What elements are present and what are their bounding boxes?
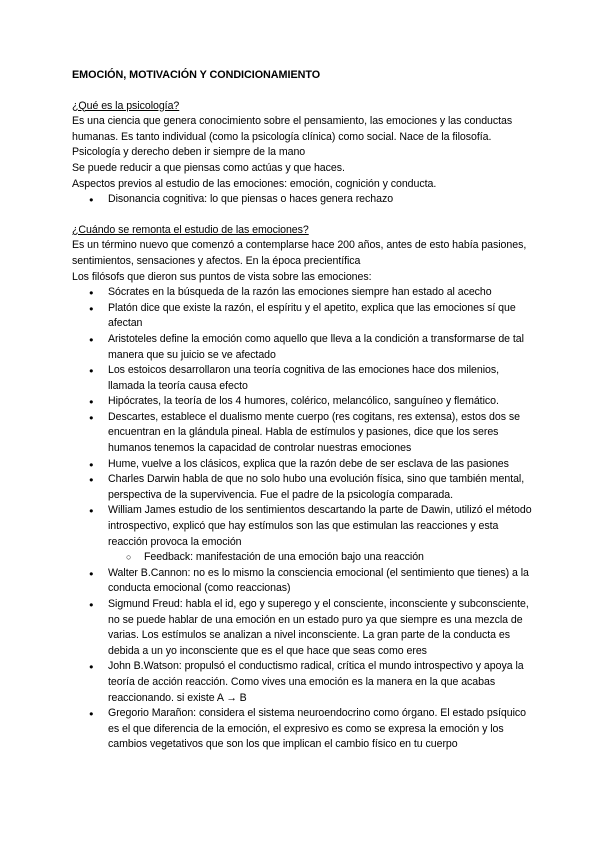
list-item: ● William James estudio de los sentimientos descartando la parte de Dawin, utilizó el método introspectivo, explicó que hay estímulos son las que estimulan las reacciones y esta reacción provoca la emoción: [72, 503, 532, 550]
document-title: EMOCIÓN, MOTIVACIÓN Y CONDICIONAMIENTO: [72, 69, 321, 81]
paragraph: Es una ciencia que genera conocimiento sobre el pensamiento, las emociones y las conductas humanas. Es tanto individual (como la psicología clínica) como social. Nace de la filosofía. Psicología y derecho deben ir siempre de la mano: [72, 115, 513, 159]
section-heading-emotions-history: ¿Cuándo se remonta el estudio de las emociones?: [72, 223, 309, 236]
list-item: ● Aristoteles define la emoción como aquello que lleva a la condición a transformarse de tal manera que su juicio se ve afectado: [72, 332, 532, 363]
list-item: ● Sigmund Freud: habla el id, ego y superego y el consciente, inconsciente y subconsciente, no se puede hablar de una emoción en un estado puro ya que siempre es una mezcla de varias. Los estímulos se analizan a nivel inconsciente. La gran parte de la conducta es debida a un yo inconsciente que es el que hace que seas como eres: [72, 597, 532, 659]
list-item: ● Gregorio Marañon: considera el sistema neuroendocrino como órgano. El estado psíquico es el que diferencia de la emoción, el expresivo es como se expresa la emoción y los cambios vegetativos que son los que implican el cambio físico en tu cuerpo: [72, 706, 532, 753]
list-item: ● Disonancia cognitiva: lo que piensas o haces genera rechazo: [72, 192, 532, 208]
sub-bullet-list: [72, 550, 532, 566]
list-item: ● Sócrates en la búsqueda de la razón las emociones siempre han estado al acecho: [72, 285, 532, 301]
sub-list-item: ○ Feedback: manifestación de una emoción bajo una reacción: [72, 550, 532, 566]
list-item: ● Hipócrates, la teoría de los 4 humores, colérico, melancólico, sanguíneo y flemático.: [72, 394, 532, 410]
list-item: ● John B.Watson: propulsó el conductismo radical, crítica el mundo introspectivo y apoya la teoría de acción reacción. Como vives una emoción es la manera en la que acabas reaccionando. si existe A → B: [72, 659, 532, 706]
document-page: [72, 68, 532, 753]
list-item: ● Platón dice que existe la razón, el espíritu y el apetito, explica que las emociones sí que afectan: [72, 301, 532, 332]
paragraph: Aspectos previos al estudio de las emociones: emoción, cognición y conducta.: [72, 177, 437, 190]
section-heading-psychology: ¿Qué es la psicología?: [72, 99, 180, 112]
list-item: ● Los estoicos desarrollaron una teoría cognitiva de las emociones hace dos milenios, llamada la teoría causa efecto: [72, 363, 532, 394]
list-item: ● Hume, vuelve a los clásicos, explica que la razón debe de ser esclava de las pasiones: [72, 457, 532, 473]
paragraph: Los filósofs que dieron sus puntos de vista sobre las emociones:: [72, 270, 372, 283]
bullet-list: [72, 192, 532, 208]
list-item: ● Descartes, establece el dualismo mente cuerpo (res cogitans, res extensa), estos dos se encuentran en la glándula pineal. Habla de estímulos y pasiones, dice que los seres humanos tenemos la capacidad de controlar nuestras emociones: [72, 410, 532, 457]
paragraph: Se puede reducir a que piensas como actúas y que haces.: [72, 161, 345, 174]
list-item: ● Charles Darwin habla de que no solo hubo una evolución física, sino que también mental, perspectiva de la supervivencia. Fue el padre de la psicología comparada.: [72, 472, 532, 503]
bullet-list: [72, 285, 532, 550]
bullet-list: [72, 566, 532, 753]
list-item: ● Walter B.Cannon: no es lo mismo la consciencia emocional (el sentimiento que tienes) a la conducta emocional (como reaccionas): [72, 566, 532, 597]
paragraph: Es un término nuevo que comenzó a contemplarse hace 200 años, antes de esto había pasiones, sentimientos, sensaciones y afectos. En la época precientífica: [72, 239, 527, 267]
